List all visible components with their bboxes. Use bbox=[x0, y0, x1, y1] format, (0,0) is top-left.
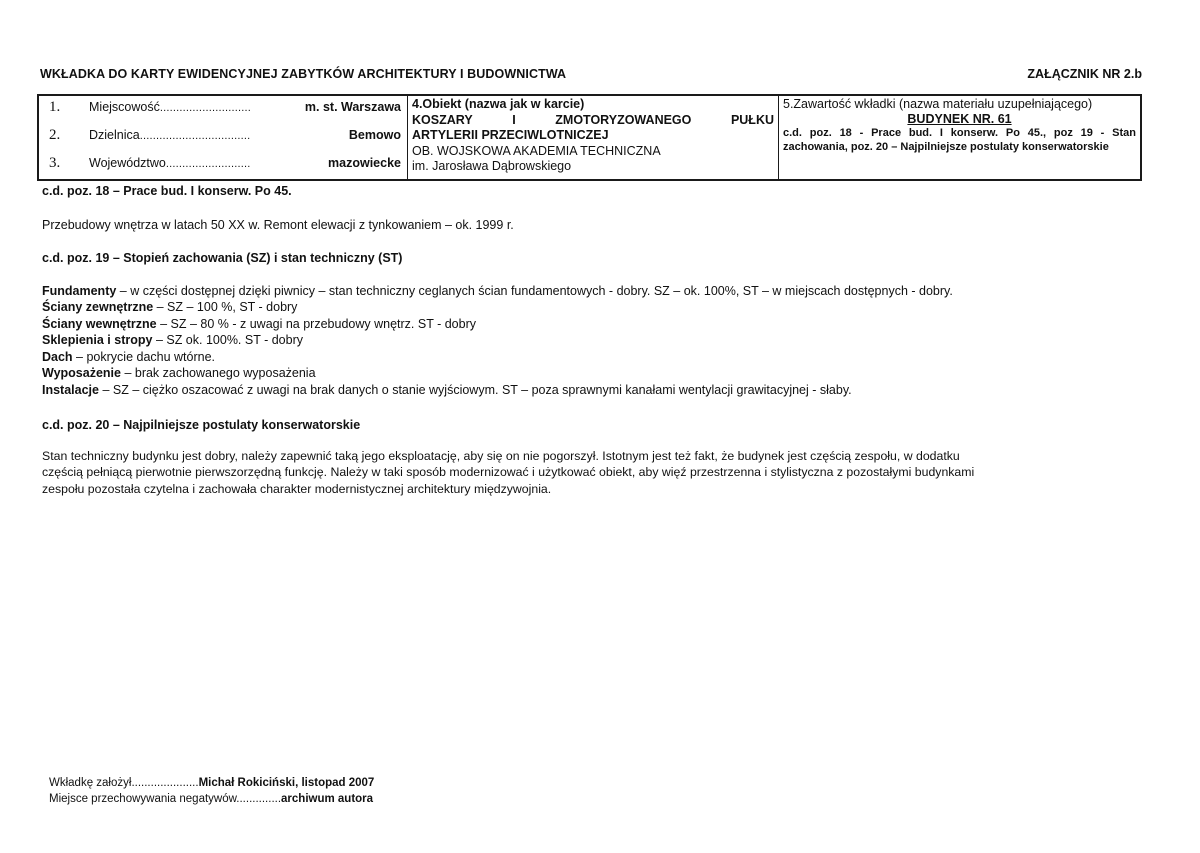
footer-author bbox=[49, 777, 374, 789]
condition-item bbox=[42, 382, 1142, 399]
condition-list bbox=[42, 283, 1142, 399]
section-heading: c.d. poz. 19 – Stopień zachowania (SZ) i stan techniczny (ST) bbox=[42, 251, 403, 265]
footer-value: archiwum autora bbox=[281, 793, 374, 805]
section-19 bbox=[42, 250, 1142, 398]
building-number: BUDYNEK NR. 61 bbox=[907, 112, 1012, 126]
item-label: Ściany zewnętrzne bbox=[42, 300, 154, 314]
section-heading: c.d. poz. 18 – Prace bud. I konserw. Po 45. bbox=[42, 184, 292, 198]
section-heading: c.d. poz. 20 – Najpilniejsze postulaty konserwatorskie bbox=[42, 418, 361, 432]
item-label: Instalacje bbox=[42, 382, 99, 397]
row-value: Bemowo bbox=[348, 128, 401, 142]
object-name-part: ZMOTORYZOWANEGO bbox=[555, 112, 692, 127]
dot-leader: .................................. bbox=[139, 130, 251, 142]
footer-label: Wkładkę założył bbox=[49, 777, 132, 789]
annex-number: ZAŁĄCZNIK NR 2.b bbox=[1027, 67, 1142, 81]
row-number: 1. bbox=[49, 99, 61, 115]
item-text: – SZ ok. 100%. ST - dobry bbox=[152, 333, 303, 347]
object-name-part: KOSZARY bbox=[412, 112, 473, 127]
row-number: 3. bbox=[49, 155, 61, 171]
row-number: 2. bbox=[49, 127, 61, 143]
item-text: – SZ – 80 % - z uwagi na przebudowy wnętrz. ST - dobry bbox=[156, 316, 476, 331]
footer-storage bbox=[49, 793, 373, 805]
object-column bbox=[408, 96, 779, 179]
section-18 bbox=[42, 183, 1142, 233]
footer-value: Michał Rokiciński, listopad 2007 bbox=[198, 777, 375, 789]
section-text: Przebudowy wnętrza w latach 50 XX w. Remont elewacji z tynkowaniem – ok. 1999 r. bbox=[42, 217, 514, 232]
object-label: 4.Obiekt (nazwa jak w karcie) bbox=[412, 97, 585, 111]
item-label: Dach bbox=[42, 349, 73, 364]
condition-item bbox=[42, 299, 1142, 316]
condition-item bbox=[42, 316, 1142, 333]
location-row-town bbox=[49, 99, 401, 119]
object-name-line2: ARTYLERII PRZECIWLOTNICZEJ bbox=[412, 128, 609, 142]
item-label: Fundamenty bbox=[42, 283, 117, 298]
row-value: m. st. Warszawa bbox=[304, 100, 401, 114]
location-row-voivodeship bbox=[49, 155, 401, 175]
document-title: WKŁADKA DO KARTY EWIDENCYJNEJ ZABYTKÓW ARCHITEKTURY I BUDOWNICTWA bbox=[40, 67, 567, 81]
item-text: – SZ – 100 %, ST - dobry bbox=[153, 300, 298, 314]
item-text: – w części dostępnej dzięki piwnicy – stan techniczny ceglanych ścian fundamentowych - dobry. SZ – ok. 100%, ST – w miejscach dostępnych - dobry. bbox=[116, 283, 953, 298]
dot-leader: ............................ bbox=[159, 102, 252, 114]
row-value: mazowiecke bbox=[328, 156, 401, 170]
text-line: częścią pełniącą pierwotnie pierwszorzędną funkcję. Należy w taki sposób modernizować i użytkować obiekt, aby więź przestrzenna i stylistyczna z pozostałymi budynkami bbox=[42, 465, 975, 479]
text-line: Stan techniczny budynku jest dobry, należy zapewnić taką jego eksploatację, aby się on nie pogorszył. Istotnym jest też fakt, że budynek jest częścią zespołu, w dodatku bbox=[42, 448, 960, 463]
section-text bbox=[42, 448, 1142, 498]
dot-leader: .......................... bbox=[165, 158, 251, 170]
dot-leader: ..................... bbox=[131, 777, 199, 789]
contents-text: c.d. poz. 18 - Prace bud. I konserw. Po 45., poz 19 - Stan zachowania, poz. 20 – Najpilniejsze postulaty konserwatorskie bbox=[783, 127, 1136, 153]
footer-label: Miejsce przechowywania negatywów bbox=[49, 793, 237, 805]
condition-item bbox=[42, 283, 1142, 300]
contents-label: 5.Zawartość wkładki (nazwa materiału uzupełniającego) bbox=[783, 97, 1093, 111]
item-text: – SZ – ciężko oszacować z uwagi na brak danych o stanie wyjściowym. ST – poza sprawnymi kanałami wentylacji grawitacyjnej - słaby. bbox=[98, 382, 852, 397]
text-line: zespołu pozostała czytelna i zachowała charakter modernistycznej architektury międzywojnia. bbox=[42, 481, 552, 496]
condition-item bbox=[42, 332, 1142, 349]
info-frame bbox=[37, 94, 1142, 181]
row-label: Województwo bbox=[89, 156, 166, 170]
object-name-part: PUŁKU bbox=[730, 112, 774, 127]
row-label: Miejscowość bbox=[89, 100, 160, 114]
item-text: – brak zachowanego wyposażenia bbox=[120, 366, 316, 380]
object-patron: im. Jarosława Dąbrowskiego bbox=[412, 159, 572, 173]
dot-leader: .............. bbox=[236, 793, 282, 805]
item-label: Ściany wewnętrzne bbox=[42, 316, 157, 331]
object-institution: OB. WOJSKOWA AKADEMIA TECHNICZNA bbox=[412, 143, 661, 158]
location-column bbox=[39, 96, 408, 179]
item-label: Wyposażenie bbox=[42, 366, 121, 380]
location-row-district bbox=[49, 127, 401, 147]
object-name-part: I bbox=[512, 112, 516, 127]
contents-column bbox=[779, 96, 1140, 179]
section-20 bbox=[42, 417, 1142, 497]
condition-item bbox=[42, 349, 1142, 366]
item-label: Sklepienia i stropy bbox=[42, 333, 153, 347]
object-name-line1 bbox=[412, 113, 774, 129]
row-label: Dzielnica bbox=[89, 128, 140, 142]
item-text: – pokrycie dachu wtórne. bbox=[72, 349, 216, 364]
condition-item bbox=[42, 365, 1142, 382]
